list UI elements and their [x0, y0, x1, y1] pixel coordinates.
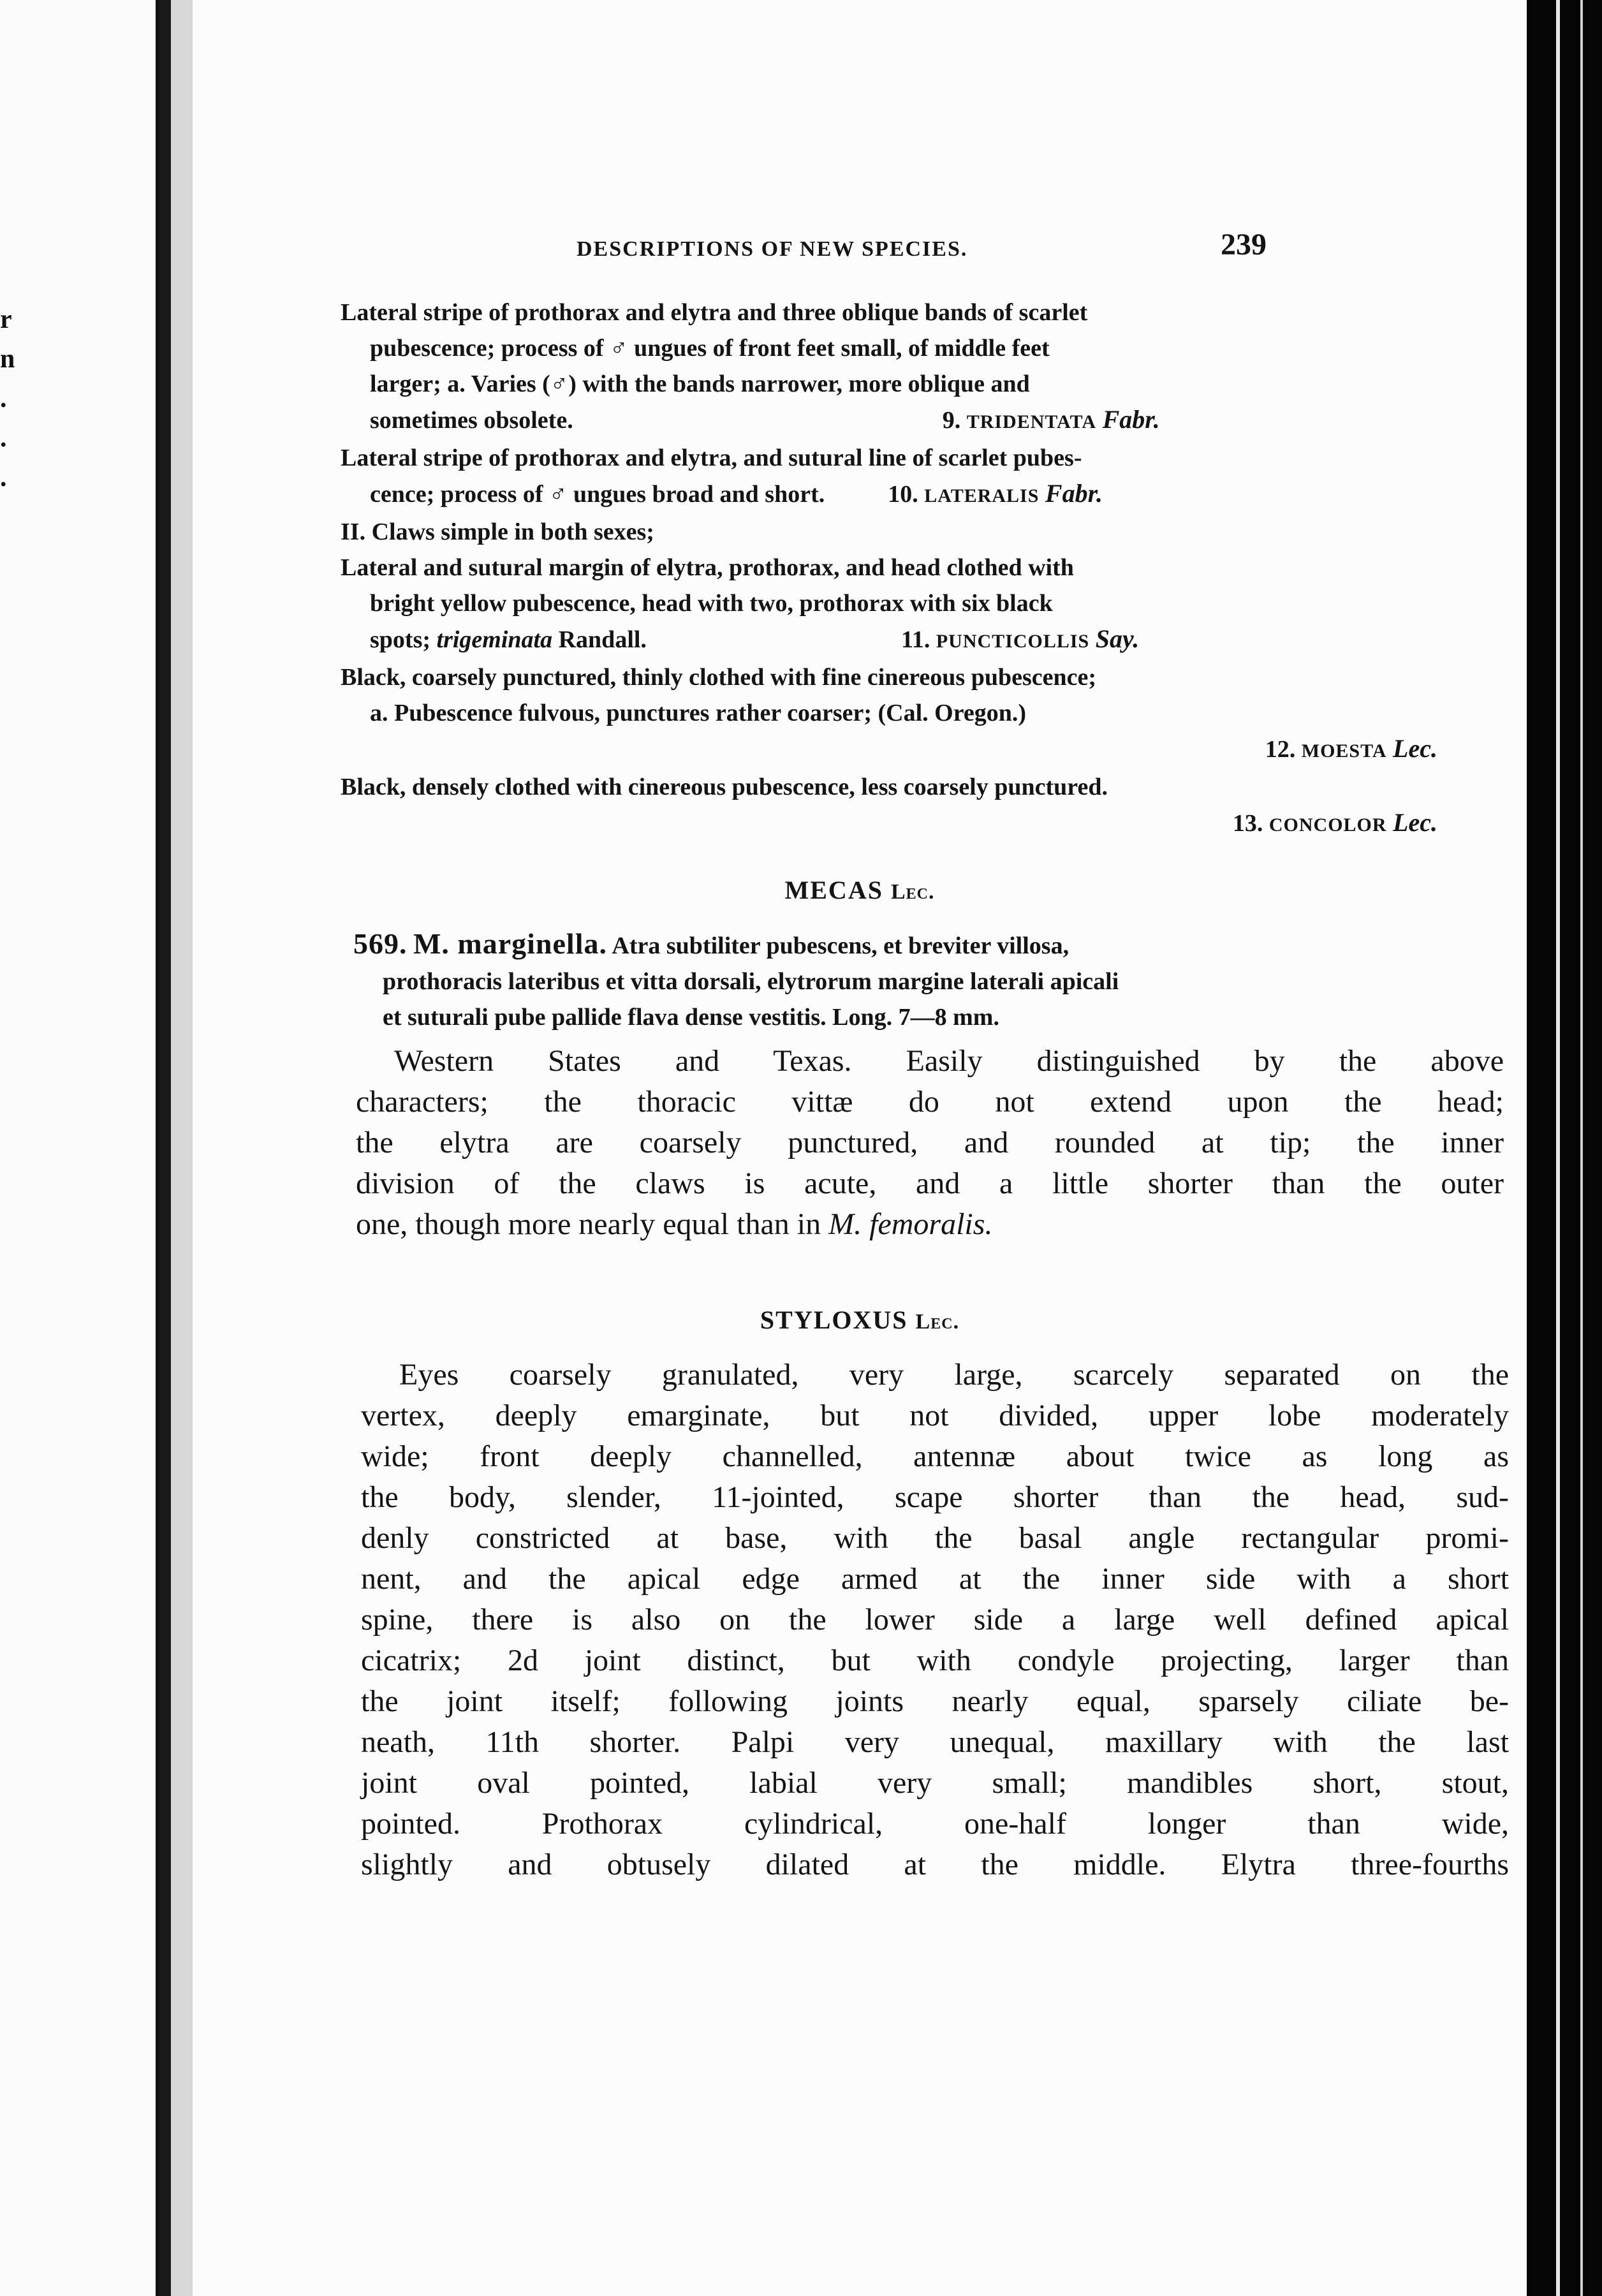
latin-line: et suturali pube pallide flava dense vestitis. Long. 7—8 mm. — [383, 1004, 999, 1031]
genus-name: STYLOXUS — [760, 1306, 908, 1334]
left-mark: . — [0, 384, 7, 413]
body-line: vertex, deeply emarginate, but not divided, upper lobe moderately — [361, 1399, 1509, 1432]
species-name: LATERALIS — [924, 485, 1040, 506]
body-line: spine, there is also on the lower side a large well defined apical — [361, 1603, 1509, 1637]
gutter-shadow — [171, 0, 193, 2296]
key-line: bright yellow pubescence, head with two, prothorax with six black — [370, 590, 1053, 617]
key-number: 11. — [900, 626, 930, 653]
key-section-heading: II. Claws simple in both sexes; — [341, 519, 654, 545]
latin-line: prothoracis lateribus et vitta dorsali, elytrorum margine laterali apicali — [383, 968, 1119, 995]
key-number: 13. — [1232, 810, 1263, 837]
species-name: TRIDENTATA — [966, 411, 1097, 432]
right-page-edge — [1527, 0, 1602, 2296]
species-name: CONCOLOR — [1268, 814, 1387, 835]
body-line: nent, and the apical edge armed at the inner side with a short — [361, 1562, 1509, 1596]
key-line: Black, densely clothed with cinereous pubescence, less coarsely punctured. — [341, 774, 1108, 800]
body-line: cicatrix; 2d joint distinct, but with condyle projecting, larger than — [361, 1644, 1509, 1677]
body-line: the body, slender, 11-jointed, scape shorter than the head, sud- — [361, 1480, 1509, 1514]
genus-name: MECAS — [784, 876, 883, 904]
species-number: 569. — [353, 927, 408, 960]
species-author: Fabr. — [1045, 479, 1103, 508]
species-line — [353, 926, 1476, 964]
species-description — [353, 926, 1476, 1035]
key-text: spots; — [370, 626, 431, 653]
species-title: M. marginella. — [413, 927, 607, 960]
body-line: the joint itself; following joints nearly equal, sparsely ciliate be- — [361, 1684, 1509, 1718]
body-line: the elytra are coarsely punctured, and rounded at tip; the inner — [356, 1126, 1504, 1159]
genus-heading-styloxus — [193, 1305, 1527, 1335]
left-mark: n — [0, 344, 15, 374]
running-title: DESCRIPTIONS OF NEW SPECIES. — [577, 237, 968, 261]
mecas-body — [356, 1041, 1504, 1245]
species-author: Lec. — [1393, 808, 1437, 837]
key-text: sometimes obsolete. — [370, 407, 573, 434]
key-line — [341, 805, 1463, 843]
left-mark: . — [0, 463, 7, 492]
body-line: slightly and obtusely dilated at the middle. Elytra three-fourths — [361, 1848, 1509, 1881]
key-number: 10. — [888, 481, 918, 508]
genus-author: Lec. — [915, 1310, 960, 1334]
key-line: a. Pubescence fulvous, punctures rather coarser; (Cal. Oregon.) — [370, 700, 1027, 726]
book-page — [193, 0, 1527, 2296]
species-author: Say. — [1095, 624, 1140, 653]
key-line: Lateral stripe of prothorax and elytra, and sutural line of scarlet pubes- — [341, 445, 1082, 471]
body-line: Eyes coarsely granulated, very large, scarcely separated on the — [399, 1358, 1509, 1392]
key-line: pubescence; process of ♂ ungues of front feet small, of middle feet — [370, 335, 1050, 362]
species-author: Lec. — [1393, 734, 1437, 763]
key-text: cence; process of ♂ ungues broad and short. — [370, 481, 825, 508]
latin-text: Atra subtiliter pubescens, et breviter villosa, — [612, 932, 1069, 959]
key-number: 9. — [942, 407, 961, 434]
left-page-fragment-marks — [0, 300, 15, 497]
page-edge-line — [1580, 0, 1583, 2296]
key-number: 12. — [1265, 736, 1296, 763]
synonym: trigeminata — [436, 626, 553, 653]
left-page-edge — [0, 0, 159, 2296]
left-mark: . — [0, 423, 7, 453]
key-line — [341, 402, 1463, 440]
body-line: joint oval pointed, labial very small; mandibles short, stout, — [361, 1766, 1509, 1800]
key-line: Lateral and sutural margin of elytra, prothorax, and head clothed with — [341, 554, 1074, 581]
species-name: PUNCTICOLLIS — [936, 631, 1090, 652]
key-line: Black, coarsely punctured, thinly clothed with fine cinereous pubescence; — [341, 664, 1097, 691]
page-edge-line — [1556, 0, 1560, 2296]
species-reference: M. femoralis. — [828, 1207, 993, 1241]
body-line: Western States and Texas. Easily distinguished by the above — [394, 1044, 1504, 1078]
species-name: MOESTA — [1301, 740, 1387, 762]
species-key — [341, 295, 1463, 843]
page-number: 239 — [1221, 228, 1267, 261]
key-text: Randall. — [558, 626, 647, 653]
genus-author: Lec. — [890, 880, 935, 904]
body-line: division of the claws is acute, and a little shorter than the outer — [356, 1166, 1504, 1200]
left-mark: r — [0, 305, 12, 334]
body-line: wide; front deeply channelled, antennæ about twice as long as — [361, 1439, 1509, 1473]
body-line: neath, 11th shorter. Palpi very unequal, maxillary with the last — [361, 1725, 1509, 1759]
key-line: Lateral stripe of prothorax and elytra and three oblique bands of scarlet — [341, 299, 1088, 326]
key-line: larger; a. Varies (♂) with the bands narrower, more oblique and — [370, 371, 1030, 397]
body-line: denly constricted at base, with the basal angle rectangular promi- — [361, 1521, 1509, 1555]
key-line — [341, 621, 1463, 659]
species-author: Fabr. — [1102, 405, 1160, 434]
key-line — [341, 476, 1463, 514]
body-line — [356, 1204, 1504, 1245]
body-text: one, though more nearly equal than in — [356, 1207, 821, 1241]
key-line — [341, 731, 1463, 769]
styloxus-body — [361, 1355, 1509, 1885]
body-line: pointed. Prothorax cylindrical, one-half longer than wide, — [361, 1807, 1509, 1841]
body-line: characters; the thoracic vittæ do not extend upon the head; — [356, 1085, 1504, 1119]
genus-heading-mecas — [193, 875, 1527, 905]
